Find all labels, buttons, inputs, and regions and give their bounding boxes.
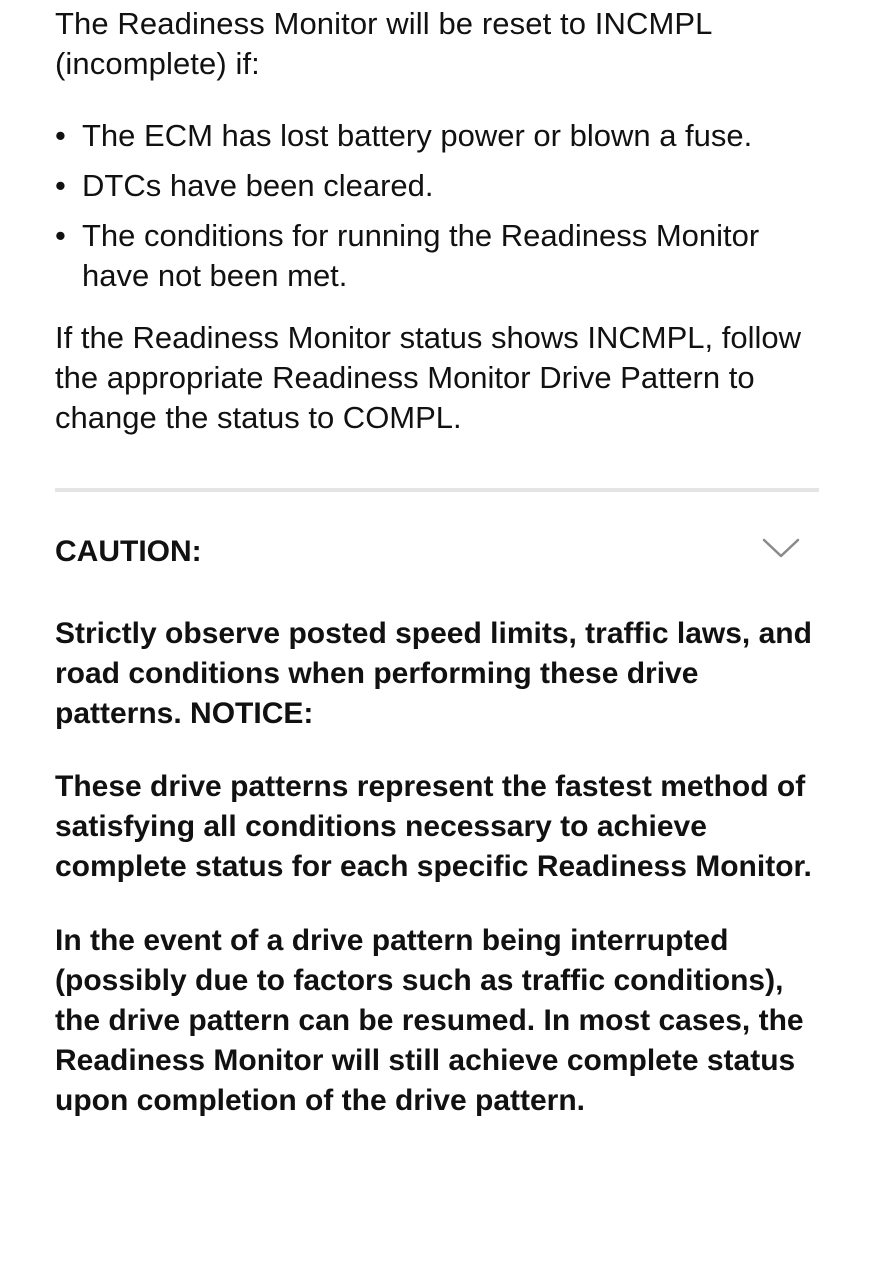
chevron-down-icon[interactable] <box>761 532 801 562</box>
bullet-icon: • <box>55 218 66 253</box>
bullet-icon: • <box>55 118 66 153</box>
list-item <box>55 116 819 156</box>
caution-paragraph: Strictly observe posted speed limits, traffic laws, and road conditions when performing these drive patterns. NOTICE: <box>55 617 812 730</box>
list-item <box>55 166 819 206</box>
caution-paragraph: In the event of a drive pattern being interrupted (possibly due to factors such as traffic conditions), the drive pattern can be resumed. In most cases, the Readiness Monitor will still achieve complete status upon completion of the drive pattern. <box>55 924 804 1117</box>
reset-conditions-list <box>55 116 819 296</box>
list-item-text: The ECM has lost battery power or blown a fuse. <box>82 118 753 153</box>
intro-text: The Readiness Monitor will be reset to INCMPL (incomplete) if: <box>55 6 712 81</box>
bullet-icon: • <box>55 168 66 203</box>
caution-body <box>55 614 819 1121</box>
list-item <box>55 216 819 296</box>
list-item-text: The conditions for running the Readiness Monitor have not been met. <box>82 218 760 293</box>
section-divider <box>55 488 819 492</box>
list-item-text: DTCs have been cleared. <box>82 168 434 203</box>
followup-text: If the Readiness Monitor status shows INCMPL, follow the appropriate Readiness Monitor Drive Pattern to change the status to COMPL. <box>55 320 802 435</box>
caution-paragraph: These drive patterns represent the fastest method of satisfying all conditions necessary to achieve complete status for each specific Readiness Monitor. <box>55 770 812 883</box>
caution-header[interactable] <box>55 530 819 574</box>
caution-title: CAUTION: <box>55 535 202 568</box>
